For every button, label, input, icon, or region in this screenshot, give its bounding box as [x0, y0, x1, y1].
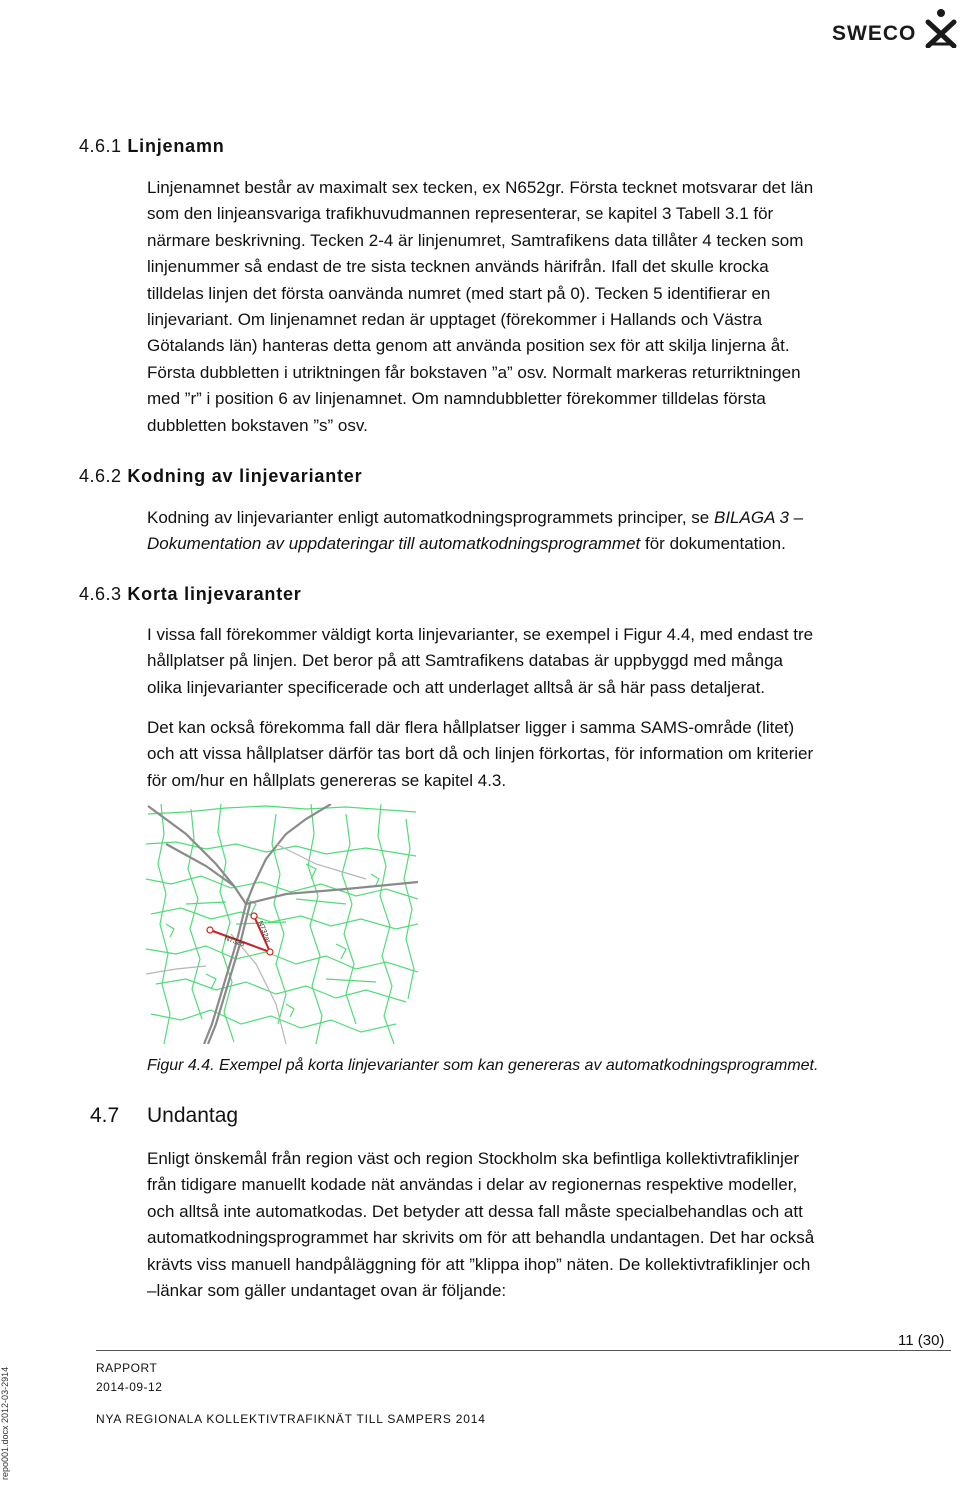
text-line: I vissa fall förekommer väldigt korta linjevarianter, se exempel i Figur 4.4, med endast tre: [147, 625, 814, 644]
heading-4-6-3: [79, 584, 302, 605]
text-line: automatkodningsprogrammet har skrivits om för att behandla undantagen. Det har också: [147, 1228, 815, 1248]
reference-italic: BILAGA 3 –: [713, 508, 804, 527]
text-line: [147, 531, 937, 557]
footer-document-title: NYA REGIONALA KOLLEKTIVTRAFIKNÄT TILL SAMPERS 2014: [96, 1412, 486, 1426]
text-line: Det kan också förekomma fall där flera hållplatser ligger i samma SAMS-område (litet): [147, 718, 795, 737]
side-template-code: repo001.docx 2012-03-2914: [0, 1366, 10, 1480]
text-line: hållplatser på linjen. Det beror på att Samtrafikens databas är uppbyggd med många: [147, 651, 783, 671]
text-line: och alltså inte automatkodas. Det betyder att dessa fall måste specialbehandlas och att: [147, 1201, 803, 1221]
text-line: –länkar som gäller undantaget ovan är följande:: [147, 1281, 507, 1301]
page-number: 11 (30): [898, 1332, 945, 1349]
heading-number: 4.6.1: [79, 136, 122, 156]
figure-4-4-map: [146, 804, 418, 1044]
text-line: med ”r” i position 6 av linjenamnet. Om namndubbletter förekommer tilldelas första: [147, 389, 766, 409]
text-line: för om/hur en hållplats genereras se kapitel 4.3.: [147, 770, 507, 790]
heading-title: Korta linjevaranter: [127, 584, 302, 604]
sweco-logo: [832, 8, 958, 48]
text-line: linjenummer så endast de tre sista tecknen används härifrån. Ifall det skulle krocka: [147, 257, 769, 277]
footer-divider: [96, 1350, 951, 1351]
heading-title: Undantag: [147, 1104, 239, 1127]
route-label-a: N732ar: [256, 920, 272, 945]
heading-4-6-1: [79, 136, 225, 157]
paragraph-korta-2: [147, 715, 937, 794]
footer-date: 2014-09-12: [96, 1380, 163, 1394]
footer-report-label: RAPPORT: [96, 1361, 158, 1375]
heading-number: 4.6.3: [79, 584, 122, 604]
text-line: Enligt önskemål från region väst och region Stockholm ska befintliga kollektivtrafiklinjer: [147, 1149, 799, 1168]
heading-number: 4.6.2: [79, 466, 122, 486]
text-line: tilldelas linjen det första oanvända numret (med start på 0). Tecken 5 identifierar en: [147, 283, 771, 303]
sweco-x-figure-icon: [924, 8, 958, 48]
heading-4-7: [90, 1104, 238, 1128]
text-line: och att vissa hållplatser därför tas bort då och linjen förkortas, för information om kriterier: [147, 744, 814, 764]
logo-text: SWECO: [832, 22, 917, 45]
text-line: dubbletten bokstaven ”s” osv.: [147, 415, 368, 435]
text-line: närmare beskrivning. Tecken 2-4 är linjenumret, Samtrafikens data tillåter 4 tecken som: [147, 230, 804, 250]
text-line: [147, 505, 937, 531]
text-line: Götalands län) hanteras detta genom att använda position sex för att skilja linjerna åt.: [147, 336, 790, 356]
paragraph-korta-1: [147, 622, 937, 701]
reference-italic: Dokumentation av uppdateringar till automatkodningsprogrammet: [147, 534, 641, 554]
text-run: Kodning av linjevarianter enligt automatkodningsprogrammets principer, se: [147, 508, 714, 527]
text-line: Linjenamnet består av maximalt sex tecken, ex N652gr. Första tecknet motsvarar det län: [147, 178, 814, 197]
text-run: för dokumentation.: [640, 534, 786, 554]
figure-caption: Figur 4.4. Exempel på korta linjevarianter som kan genereras av automatkodningsprogrammet.: [147, 1057, 819, 1074]
paragraph-linjenamn: [147, 175, 937, 439]
route-label-b: N732a: [223, 935, 246, 949]
heading-4-6-2: [79, 466, 362, 487]
paragraph-kodning: [147, 505, 937, 558]
text-line: Första dubbletten i utriktningen får bokstaven ”a” osv. Normalt markeras returriktningen: [147, 362, 801, 382]
text-line: linjevariant. Om linjenamnet redan är upptaget (förekommer i Hallands och Västra: [147, 310, 763, 330]
map-image: [146, 804, 418, 1044]
text-line: olika linjevarianter specificerade och att underlaget alltså är så här pass detaljerat.: [147, 677, 766, 697]
paragraph-undantag: [147, 1146, 937, 1304]
text-line: som den linjeansvariga trafikhuvudmannen representerar, se kapitel 3 Tabell 3.1 för: [147, 204, 774, 224]
heading-title: Linjenamn: [127, 136, 225, 156]
heading-number: 4.7: [90, 1104, 120, 1127]
text-line: krävts viss manuell handpåläggning för att ”klippa ihop” näten. De kollektivtrafiklinjer och: [147, 1254, 811, 1274]
text-line: från tidigare manuellt kodade nät användas i delar av regionernas respektive modeller,: [147, 1175, 798, 1195]
heading-title: Kodning av linjevarianter: [127, 466, 363, 486]
